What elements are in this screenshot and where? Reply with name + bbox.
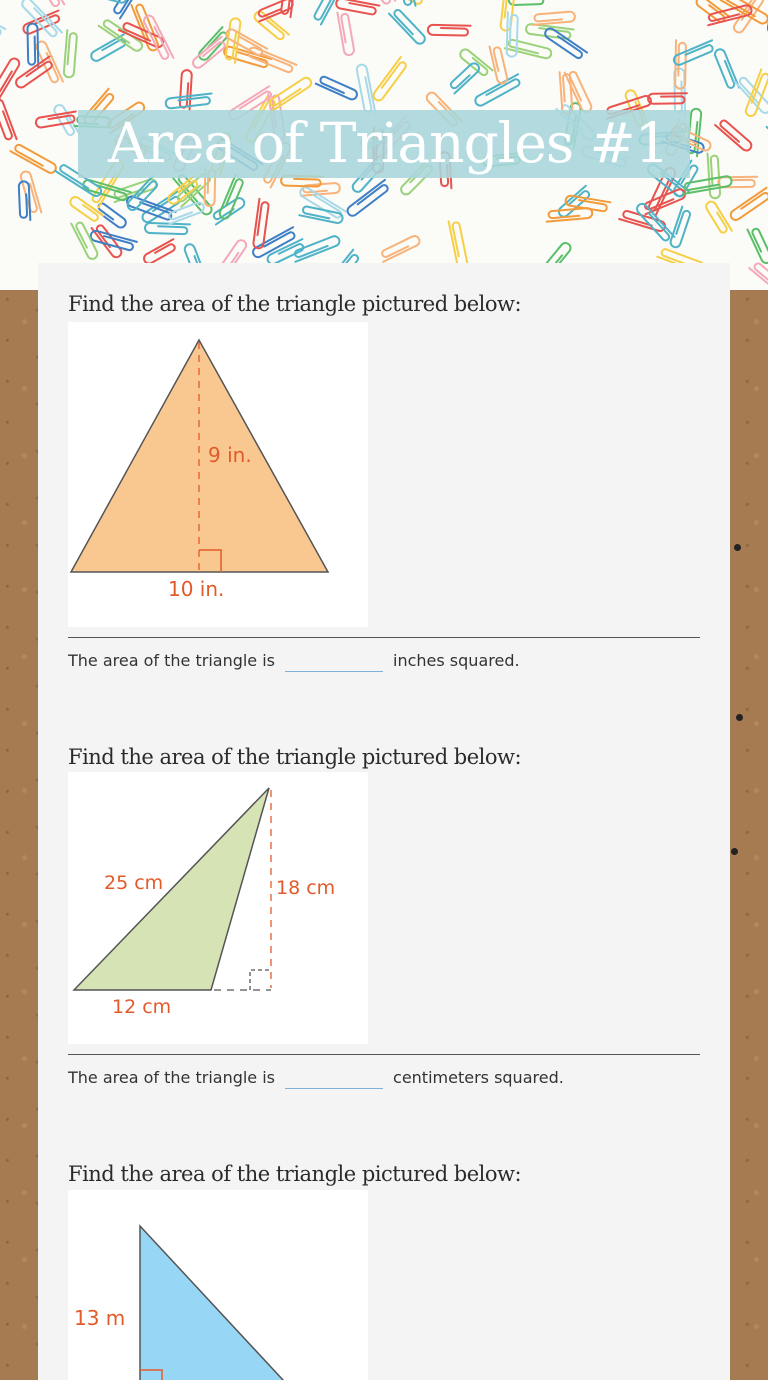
answer-2-prefix: The area of the triangle is [68,1068,276,1087]
paperclip-icon [490,44,509,84]
paperclip-icon [428,25,471,36]
header-banner [0,0,768,290]
triangle-2-height-label: 18 cm [276,877,336,899]
paperclip-icon [708,153,721,199]
paperclip-icon [145,223,190,235]
paperclip-icon [316,75,359,101]
triangle-1-height-label: 9 in. [208,443,252,467]
cork-speck [736,714,743,721]
triangle-2-right-angle-mark [250,970,271,990]
paperclip-icon [68,195,103,224]
paperclip-icon [729,188,768,222]
divider [68,1054,700,1055]
paperclip-icon [748,225,768,264]
paperclip-icon [474,74,523,107]
triangle-3-shape [140,1226,348,1380]
paperclip-icon [704,200,732,236]
triangle-2-base-label: 12 cm [112,996,172,1018]
paperclip-icon [389,7,427,46]
question-3-figure [68,1190,368,1380]
paperclip-icon [91,0,128,4]
triangle-2-side-label: 25 cm [104,872,164,894]
paperclip-icon [379,234,421,262]
paperclip-icon [180,70,193,111]
cork-speck [734,544,741,551]
question-2-answer-row [68,1067,564,1089]
paperclip-icon [744,69,768,117]
paperclip-icon [532,11,576,25]
triangle-3-diagram [68,1190,368,1380]
paperclip-icon [53,103,80,138]
triangle-1-base-label: 10 in. [168,577,225,601]
paperclip-icon [10,142,57,174]
paperclip-icon [715,117,753,152]
answer-1-input[interactable] [285,651,383,672]
question-1-answer-row [68,650,520,672]
paperclip-icon [0,9,5,38]
paperclip-icon [669,207,692,249]
paperclip-icon [225,28,268,58]
question-2-prompt: Find the area of the triangle pictured below: [68,745,522,769]
question-1-prompt: Find the area of the triangle pictured below: [68,292,522,316]
paperclip-icon [0,98,17,143]
paperclip-icon [714,48,739,92]
triangle-2-diagram [68,772,368,1044]
question-3-prompt: Find the area of the triangle pictured below: [68,1162,522,1186]
answer-1-prefix: The area of the triangle is [68,651,276,670]
answer-2-input[interactable] [285,1068,383,1089]
paperclip-icon [0,57,21,98]
triangle-1-diagram [68,322,368,627]
paperclip-icon [718,177,757,187]
paperclip-icon [335,0,379,15]
triangle-3-height-label: 13 m [74,1306,126,1330]
divider [68,637,700,638]
question-1-figure [68,322,368,627]
paperclip-icon [64,30,78,78]
paperclip-icon [749,260,768,290]
paperclip-icon [372,57,409,102]
answer-2-suffix: centimeters squared. [393,1068,564,1087]
paperclip-icon [448,61,481,93]
paperclip-icon [292,235,341,262]
cork-speck [731,848,738,855]
page-title: Area of Triangles #1 [108,111,669,175]
paperclip-icon [142,239,178,265]
question-2-figure [68,772,368,1044]
paperclip-icon [337,11,354,56]
answer-1-suffix: inches squared. [393,651,520,670]
paperclip-icon [32,0,65,10]
paperclip-icon [247,46,297,74]
